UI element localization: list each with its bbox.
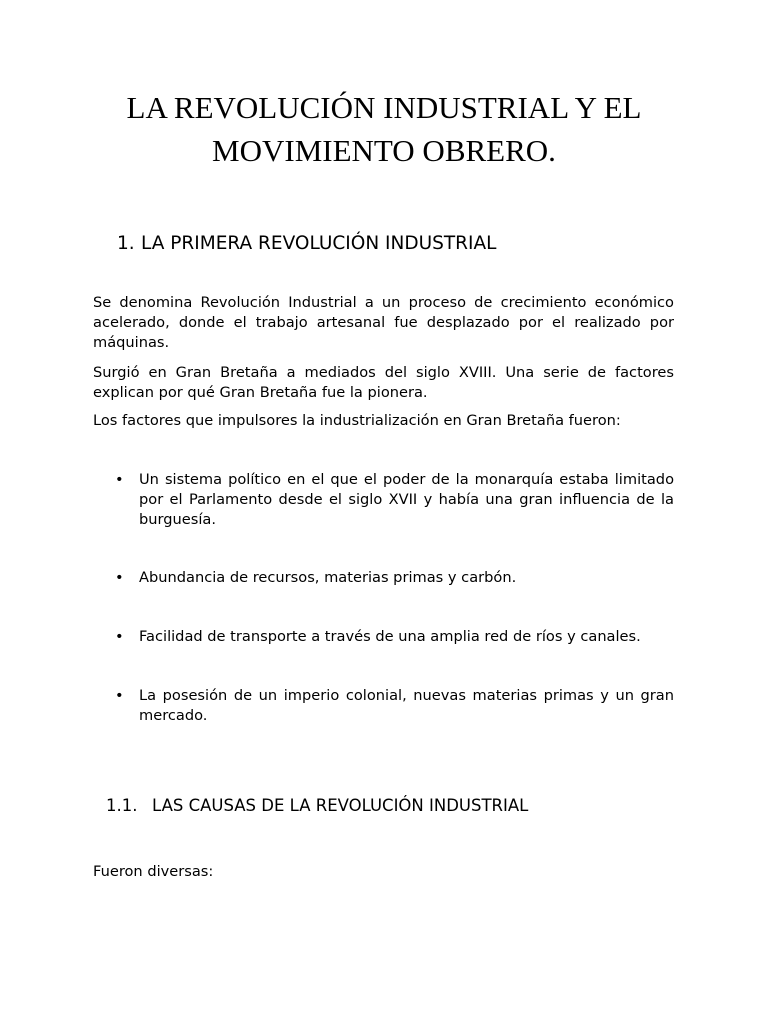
bullet-icon: • xyxy=(115,628,124,645)
list-item xyxy=(93,627,674,647)
section-heading-1-1 xyxy=(106,795,528,817)
paragraph-origin: Surgió en Gran Bretaña a mediados del siglo XVIII. Una serie de factores explican por qué Gran Bretaña fue la pionera. xyxy=(93,364,674,401)
list-item-text: Abundancia de recursos, materias primas y carbón. xyxy=(139,569,517,586)
bullet-icon: • xyxy=(115,471,124,488)
bullet-icon: • xyxy=(115,569,124,586)
subsection-heading-text: LAS CAUSAS DE LA REVOLUCIÓN INDUSTRIAL xyxy=(152,796,529,815)
section-heading-1 xyxy=(117,232,496,256)
paragraph-factors-intro: Los factores que impulsores la industrialización en Gran Bretaña fueron: xyxy=(93,412,621,429)
paragraph-causes-intro: Fueron diversas: xyxy=(93,863,214,880)
list-item-text: Un sistema político en el que el poder de la monarquía estaba limitado por el Parlamento desde el siglo XVII y había una gran influencia de la burguesía. xyxy=(139,471,674,528)
section-number: 1. xyxy=(117,233,135,254)
subsection-number: 1.1. xyxy=(106,796,138,815)
list-item xyxy=(93,686,674,726)
list-item-text: La posesión de un imperio colonial, nuevas materias primas y un gran mercado. xyxy=(139,687,674,724)
bullet-icon: • xyxy=(115,687,124,704)
section-heading-text: LA PRIMERA REVOLUCIÓN INDUSTRIAL xyxy=(141,233,497,254)
paragraph-definition: Se denomina Revolución Industrial a un proceso de crecimiento económico acelerado, donde el trabajo artesanal fue desplazado por el realizado por máquinas. xyxy=(93,294,674,351)
document-title: LA REVOLUCIÓN INDUSTRIAL Y EL MOVIMIENTO OBRERO. xyxy=(126,90,642,168)
list-item xyxy=(93,568,674,588)
list-item xyxy=(93,470,674,530)
list-item-text: Facilidad de transporte a través de una amplia red de ríos y canales. xyxy=(139,628,641,645)
